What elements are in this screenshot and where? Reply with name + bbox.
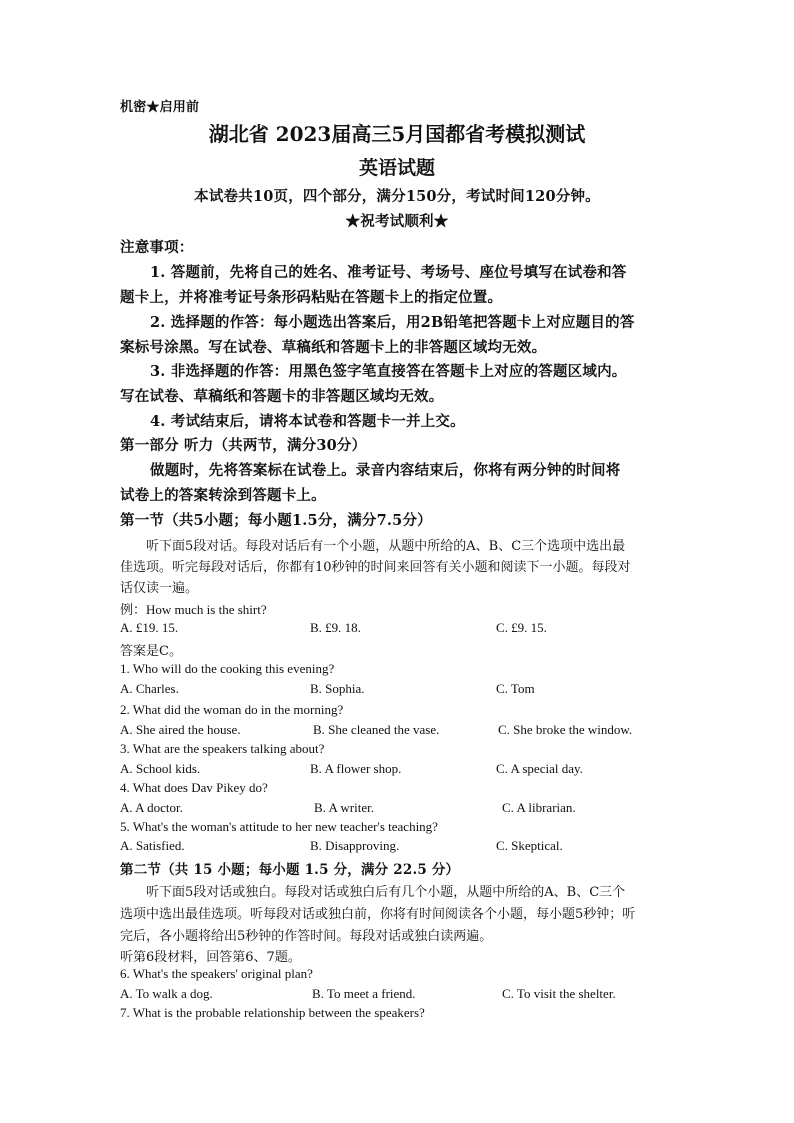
question-4-option-c: C. A librarian. [502, 800, 576, 815]
note-1-line-1: 1. 答题前，先将自己的姓名、准考证号、考场号、座位号填写在试卷和答 [150, 264, 627, 281]
note-3-line-2: 写在试卷、草稿纸和答题卡的非答题区域均无效。 [120, 388, 444, 405]
question-5-option-b: B. Disapproving. [310, 838, 400, 853]
section1-directions-line-3: 话仅读一遍。 [120, 581, 199, 596]
question-1-option-c: C. Tom [496, 681, 535, 696]
note-3-line-1: 3. 非选择题的作答：用黑色签字笔直接答在答题卡上对应的答题区域内。 [150, 363, 627, 380]
question-3: 3. What are the speakers talking about? [120, 741, 325, 756]
question-7: 7. What is the probable relationship between the speakers? [120, 1005, 425, 1020]
example-option-a: A. £19. 15. [120, 620, 179, 635]
question-5: 5. What's the woman's attitude to her new teacher's teaching? [120, 819, 438, 834]
question-5-option-a: A. Satisfied. [120, 838, 185, 853]
question-3-option-b: B. A flower shop. [310, 761, 402, 776]
question-5-option-c: C. Skeptical. [496, 838, 563, 853]
question-2: 2. What did the woman do in the morning? [120, 702, 344, 717]
example-answer: 答案是C。 [120, 644, 182, 659]
example-option-c: C. £9. 15. [496, 620, 547, 635]
section1-directions-line-2: 佳选项。听完每段对话后，你都有10秒钟的时间来回答有关小题和阅读下一小题。每段对 [120, 560, 631, 575]
note-2-line-2: 案标号涂黑。写在试卷、草稿纸和答题卡上的非答题区域均无效。 [120, 339, 547, 356]
question-3-option-a: A. School kids. [120, 761, 201, 776]
subject-title: 英语试题 [358, 157, 435, 179]
question-6-option-c: C. To visit the shelter. [502, 986, 616, 1001]
section1-directions-line-1: 听下面5段对话。每段对话后有一个小题，从题中所给的A、B、C三个选项中选出最 [146, 539, 626, 554]
section1-heading: 第一节（共5小题；每小题1.5分，满分7.5分） [120, 512, 432, 529]
question-2-option-c: C. She broke the window. [498, 722, 633, 737]
section2-directions-line-3: 完后，各小题将给出5秒钟的作答时间。每段对话或独白读两遍。 [120, 929, 493, 944]
confidential-label: 机密★启用前 [120, 100, 200, 115]
question-2-option-b: B. She cleaned the vase. [313, 722, 440, 737]
question-1-option-a: A. Charles. [120, 681, 179, 696]
section2-directions-line-1: 听下面5段对话或独白。每段对话或独白后有几个小题，从题中所给的A、B、C三个 [146, 885, 626, 900]
part1-intro-line-1: 做题时，先将答案标在试卷上。录音内容结束后，你将有两分钟的时间将 [150, 462, 621, 479]
note-2-line-1: 2. 选择题的作答：每小题选出答案后，用2B铅笔把答题卡上对应题目的答 [150, 314, 635, 331]
material-6-instruction: 听第6段材料，回答第6、7题。 [120, 950, 301, 965]
example-option-b: B. £9. 18. [310, 620, 361, 635]
question-1-option-b: B. Sophia. [310, 681, 365, 696]
section2-heading: 第二节（共 15 小题；每小题 1.5 分，满分 22.5 分） [120, 862, 460, 878]
good-luck-line: ★祝考试顺利★ [345, 213, 449, 230]
question-6-option-a: A. To walk a dog. [120, 986, 213, 1001]
question-6-option-b: B. To meet a friend. [312, 986, 416, 1001]
part1-heading: 第一部分 听力（共两节，满分30分） [120, 437, 367, 454]
exam-info: 本试卷共10页，四个部分，满分150分，考试时间120分钟。 [194, 188, 600, 205]
note-1-line-2: 题卡上，并将准考证号条形码粘贴在答题卡上的指定位置。 [120, 289, 503, 306]
question-1: 1. Who will do the cooking this evening? [120, 661, 335, 676]
exam-title: 湖北省 2023届高三5月国都省考模拟测试 [208, 122, 586, 146]
question-6: 6. What's the speakers' original plan? [120, 966, 313, 981]
notes-heading: 注意事项： [120, 239, 194, 256]
part1-intro-line-2: 试卷上的答案转涂到答题卡上。 [120, 487, 326, 504]
question-4-option-b: B. A writer. [314, 800, 374, 815]
example-question: 例：How much is the shirt? [120, 602, 267, 617]
section2-directions-line-2: 选项中选出最佳选项。听每段对话或独白前，你将有时间阅读各个小题，每小题5秒钟；听 [120, 907, 636, 922]
question-2-option-a: A. She aired the house. [120, 722, 241, 737]
question-3-option-c: C. A special day. [496, 761, 583, 776]
question-4-option-a: A. A doctor. [120, 800, 183, 815]
note-4: 4. 考试结束后，请将本试卷和答题卡一并上交。 [150, 413, 465, 430]
question-4: 4. What does Dav Pikey do? [120, 780, 268, 795]
